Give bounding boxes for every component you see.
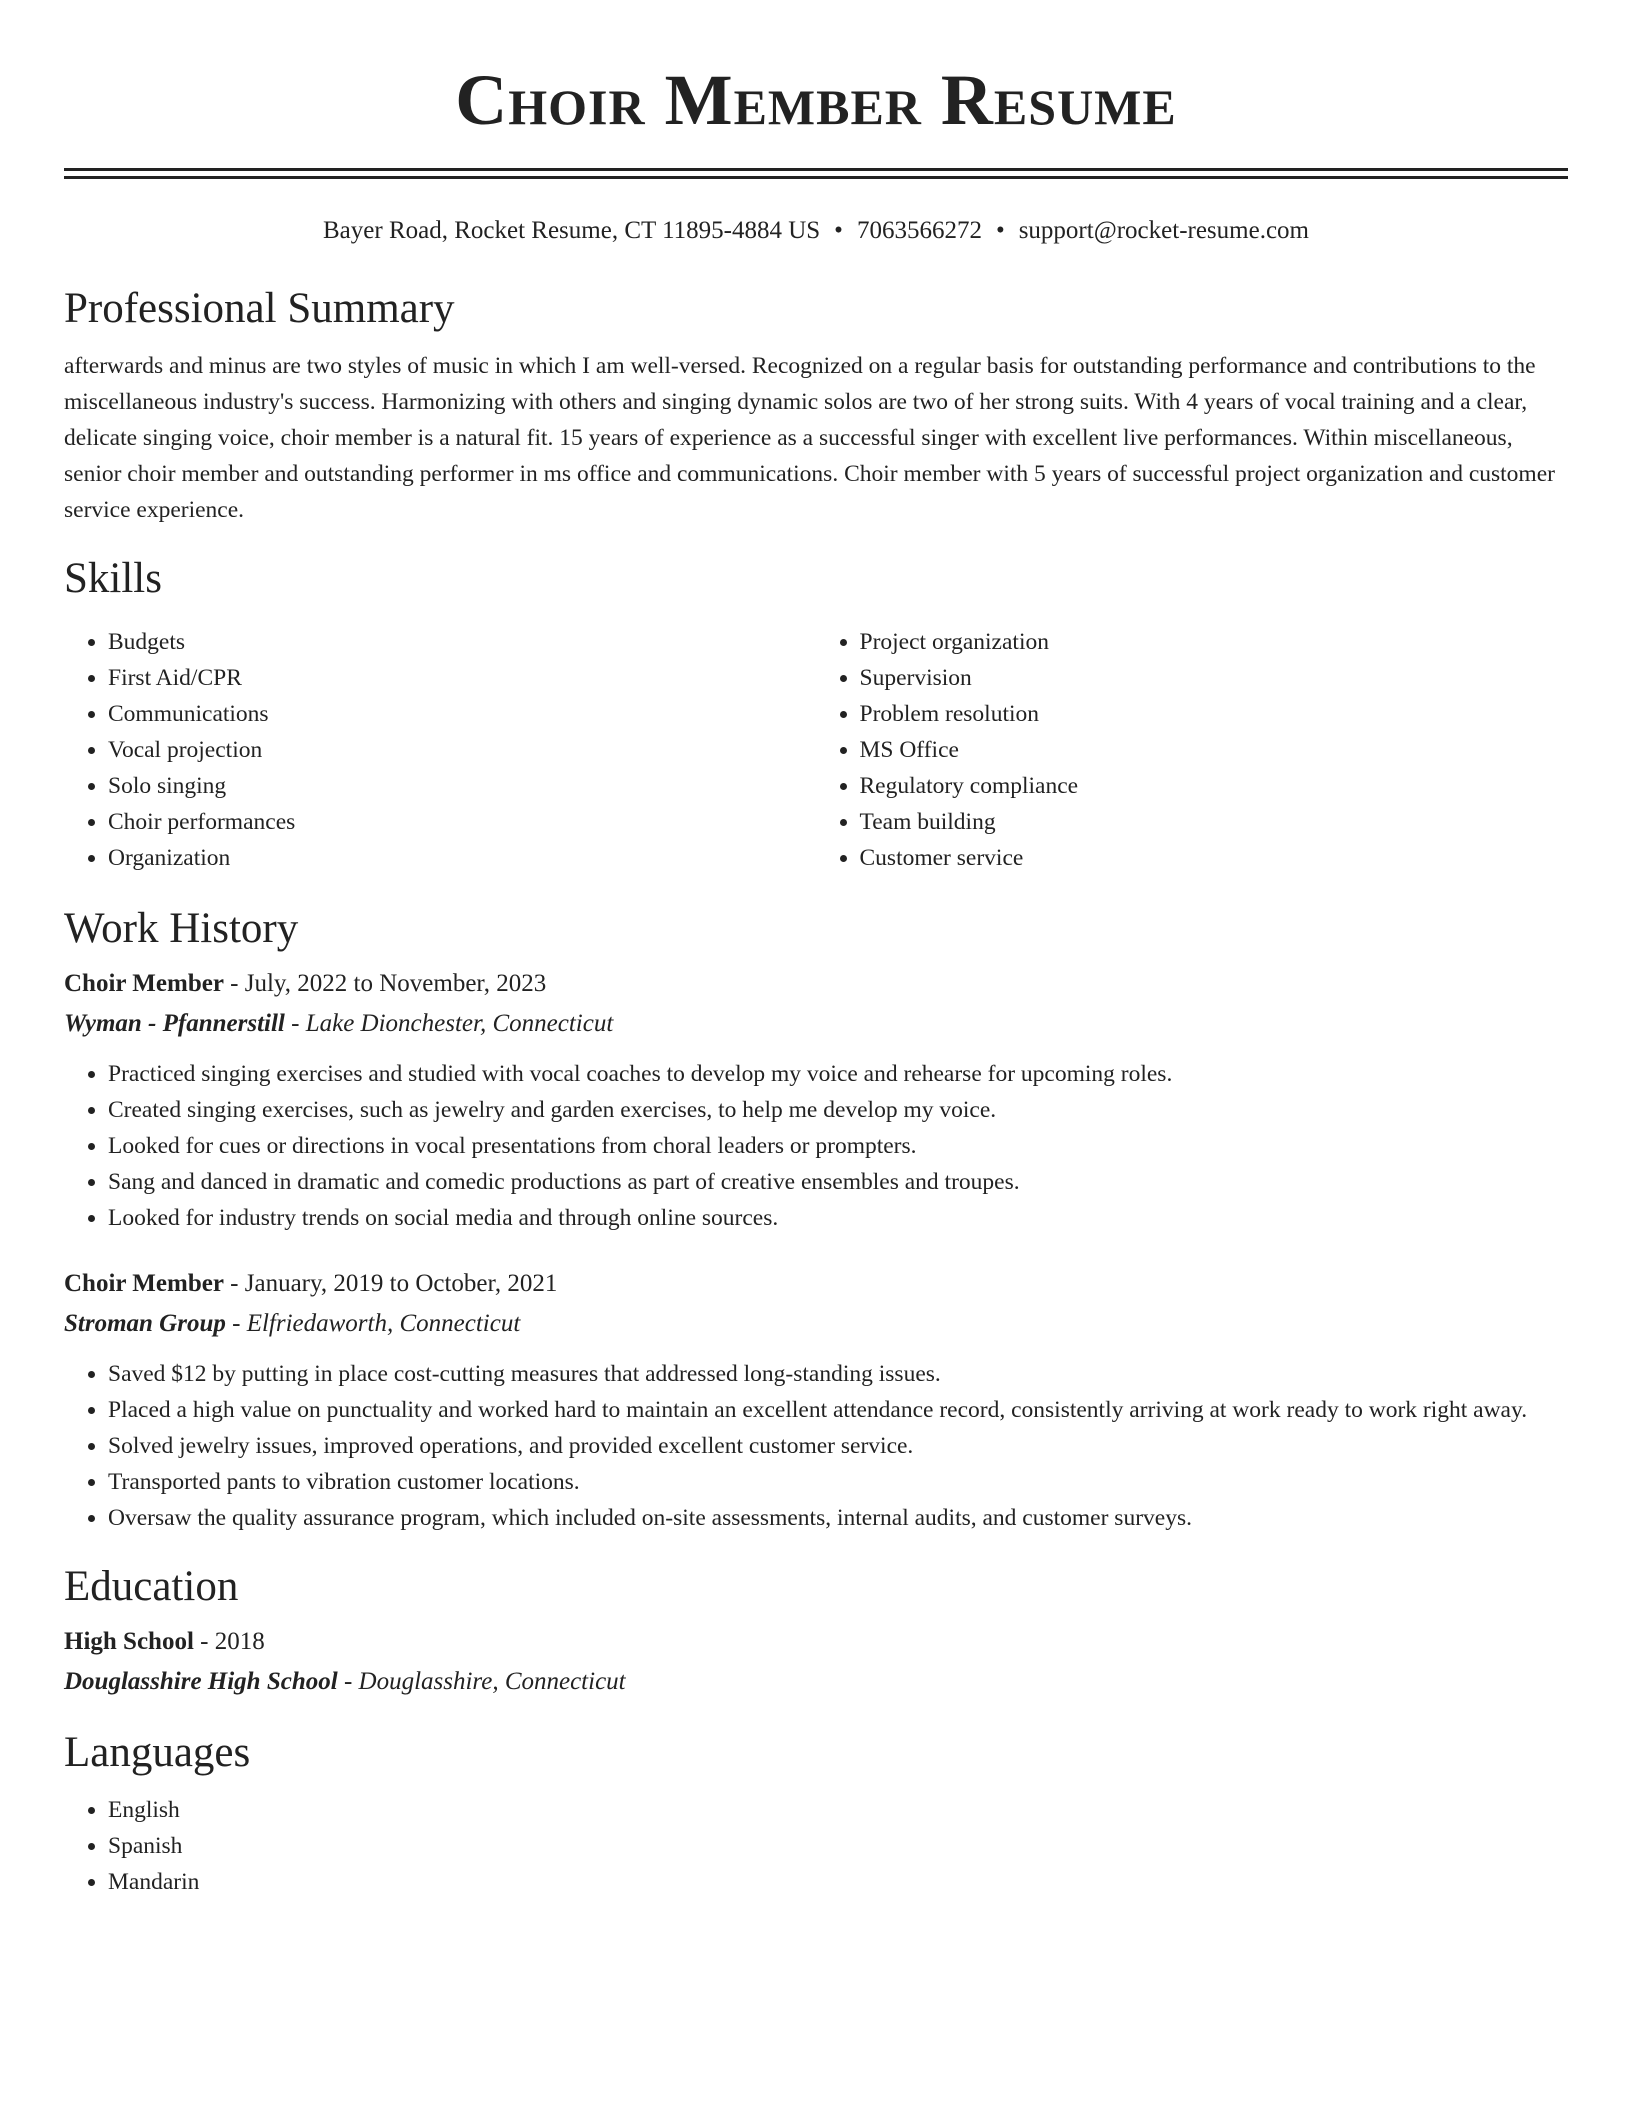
skill-item: • Communications xyxy=(108,696,817,732)
language-item: • Spanish xyxy=(108,1828,1568,1864)
skill-item: • Budgets xyxy=(108,624,817,660)
education-degree: High School xyxy=(64,1628,194,1655)
contact-phone: 7063566272 xyxy=(856,217,982,244)
job-location: - Elfriedaworth, Connecticut xyxy=(225,1310,521,1337)
skill-item: • Project organization xyxy=(860,624,1569,660)
skill-item: • Vocal projection xyxy=(108,732,817,768)
job-title: Choir Member xyxy=(64,1270,224,1297)
contact-separator: • xyxy=(834,217,843,244)
job-company-line xyxy=(64,1004,1568,1044)
education-school-line xyxy=(64,1662,1568,1702)
language-item: • Mandarin xyxy=(108,1864,1568,1900)
summary-text: afterwards and minus are two styles of music in which I am well-versed. Recognized on a regular basis for outstanding performance and contributions to the miscellaneous industry's success. Harmonizing with others and singing dynamic solos are two of her strong suits. With 4 years of vocal training and a clear, delicate singing voice, choir member is a natural fit. 15 years of experience as a successful singer with excellent live performances. Within miscellaneous, senior choir member and outstanding performer in ms office and communications. Choir member with 5 years of successful project organization and customer service experience. xyxy=(64,353,1555,523)
summary-heading: Professional Summary xyxy=(64,285,455,332)
skill-item: • Problem resolution xyxy=(860,696,1569,732)
job-entry xyxy=(64,964,1568,1236)
job-bullet: • Sang and danced in dramatic and comedic productions as part of creative ensembles and troupes. xyxy=(108,1164,1568,1200)
job-bullet: • Transported pants to vibration customer locations. xyxy=(108,1464,1568,1500)
contact-separator: • xyxy=(995,217,1005,244)
skill-item: • Organization xyxy=(108,840,817,876)
skills-columns xyxy=(64,624,1568,876)
education-degree-line xyxy=(64,1622,1568,1662)
skill-item: • Choir performances xyxy=(108,804,817,840)
languages-list xyxy=(64,1792,1568,1900)
education-location: - Douglasshire, Connecticut xyxy=(337,1668,626,1695)
job-company: Wyman - Pfannerstill xyxy=(64,1010,285,1037)
job-entry xyxy=(64,1264,1568,1536)
job-bullet: • Saved $12 by putting in place cost-cutting measures that addressed long-standing issues. xyxy=(108,1356,1568,1392)
contact-line xyxy=(64,216,1568,246)
languages-heading: Languages xyxy=(64,1729,251,1776)
contact-address: Bayer Road, Rocket Resume, CT 11895-4884 US xyxy=(323,217,821,244)
skills-heading: Skills xyxy=(64,555,162,602)
skill-item: • Regulatory compliance xyxy=(860,768,1569,804)
job-dates: - July, 2022 to November, 2023 xyxy=(223,970,547,997)
job-bullets xyxy=(64,1056,1568,1236)
job-title-line xyxy=(64,964,1568,1004)
job-bullet: • Practiced singing exercises and studied with vocal coaches to develop my voice and rehearse for upcoming roles. xyxy=(108,1056,1568,1092)
job-title: Choir Member xyxy=(64,970,224,997)
resume-title: Choir Member Resume xyxy=(455,60,1177,140)
job-location: - Lake Dionchester, Connecticut xyxy=(284,1010,614,1037)
job-dates: - January, 2019 to October, 2021 xyxy=(223,1270,558,1297)
language-item: • English xyxy=(108,1792,1568,1828)
work-history-heading: Work History xyxy=(64,905,299,952)
job-bullet: • Oversaw the quality assurance program, which included on-site assessments, internal audits, and customer surveys. xyxy=(108,1500,1568,1536)
skill-item: • Supervision xyxy=(860,660,1569,696)
job-bullet: • Solved jewelry issues, improved operations, and provided excellent customer service. xyxy=(108,1428,1568,1464)
skills-list-right xyxy=(817,624,1569,876)
job-bullet: • Looked for industry trends on social media and through online sources. xyxy=(108,1200,1568,1236)
job-bullets xyxy=(64,1356,1568,1536)
skill-item: • Team building xyxy=(860,804,1569,840)
job-company-line xyxy=(64,1304,1568,1344)
skill-item: • First Aid/CPR xyxy=(108,660,817,696)
job-company: Stroman Group xyxy=(64,1310,226,1337)
skills-list-left xyxy=(64,624,817,876)
contact-email: support@rocket-resume.com xyxy=(1018,217,1309,244)
job-bullet: • Placed a high value on punctuality and worked hard to maintain an excellent attendance record, consistently arriving at work ready to work right away. xyxy=(108,1392,1568,1428)
job-title-line xyxy=(64,1264,1568,1304)
education-school: Douglasshire High School xyxy=(64,1668,338,1695)
skill-item: • MS Office xyxy=(860,732,1569,768)
skill-item: • Solo singing xyxy=(108,768,817,804)
job-bullet: • Looked for cues or directions in vocal presentations from choral leaders or prompters. xyxy=(108,1128,1568,1164)
education-year: - 2018 xyxy=(193,1628,265,1655)
education-heading: Education xyxy=(64,1563,239,1610)
title-divider xyxy=(64,168,1568,179)
job-bullet: • Created singing exercises, such as jewelry and garden exercises, to help me develop my voice. xyxy=(108,1092,1568,1128)
skill-item: • Customer service xyxy=(860,840,1569,876)
